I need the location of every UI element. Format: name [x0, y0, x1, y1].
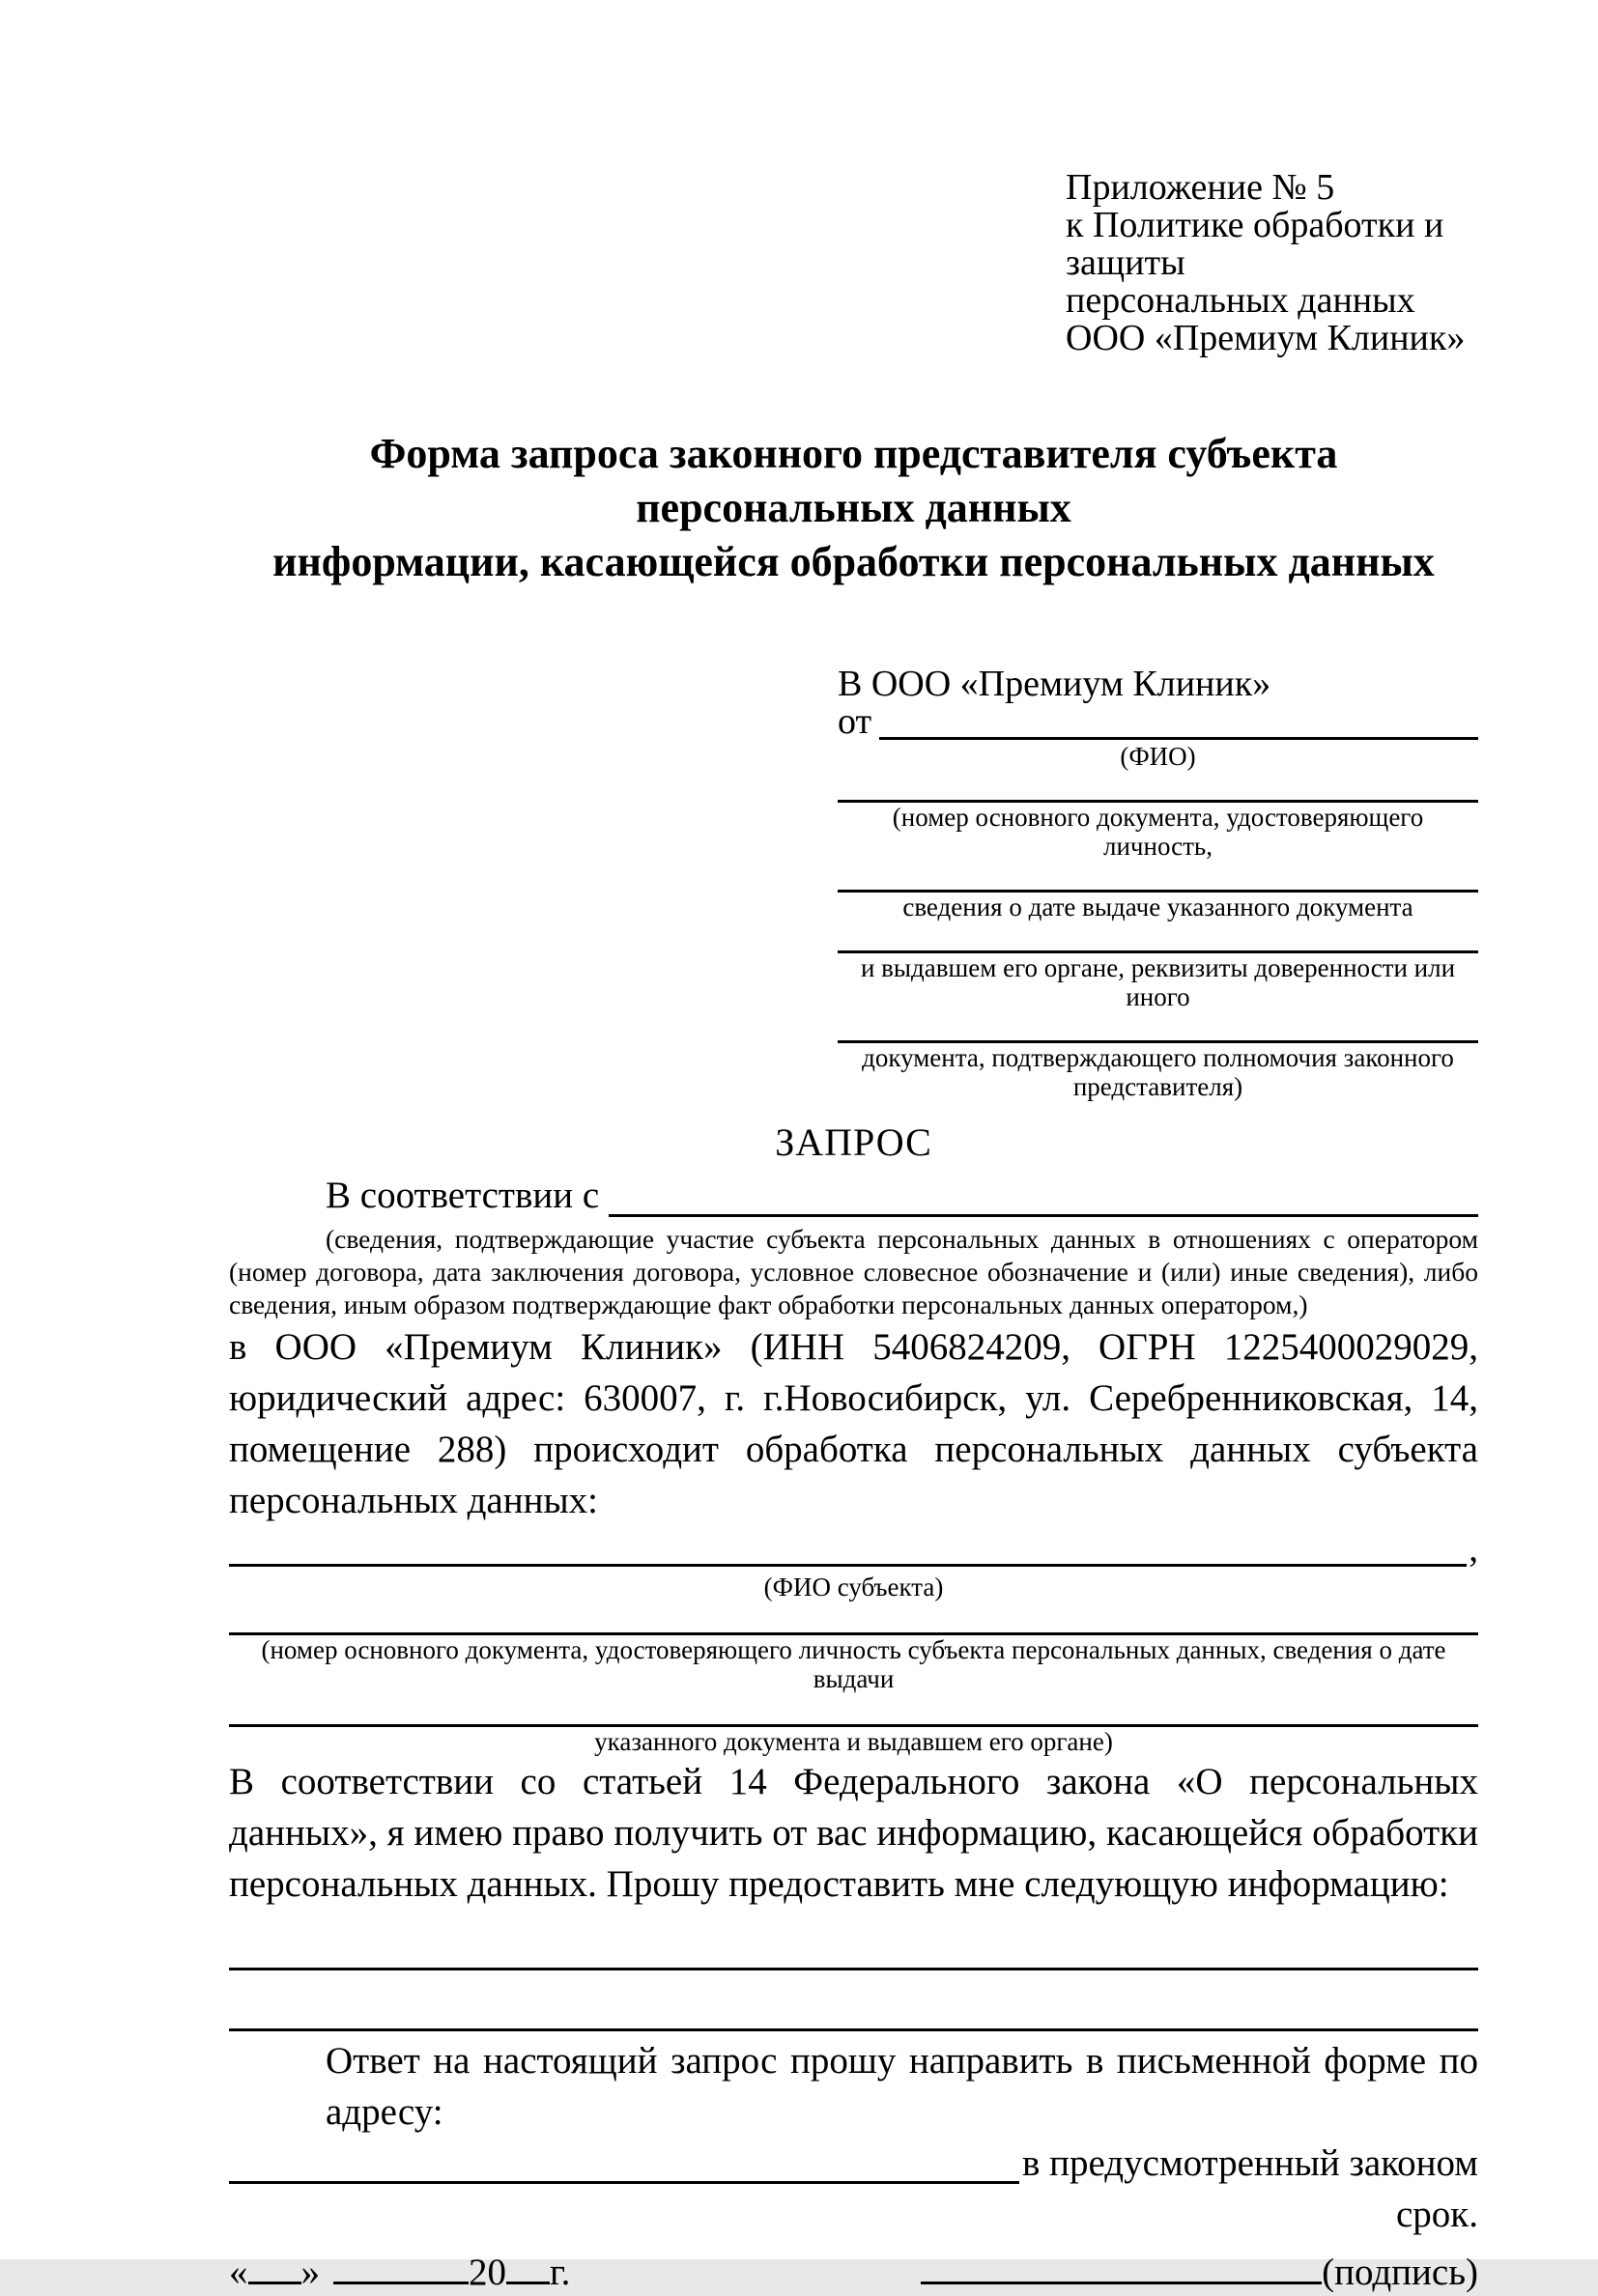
subject-authority-caption: указанного документа и выдавшем его органе) — [594, 1727, 1113, 1756]
subject-fio-row — [229, 1526, 1478, 1573]
field-caption: (номер основного документа, удостоверяющего личность, — [892, 803, 1424, 861]
annex-block — [1066, 169, 1478, 357]
from-label: от — [838, 701, 872, 742]
signature-blank-line — [921, 2251, 1322, 2284]
addressee-block — [838, 665, 1478, 1101]
year-blank-line — [506, 2251, 550, 2284]
day-blank-line — [248, 2251, 301, 2284]
date-field — [229, 2250, 570, 2296]
operator-paragraph: в ООО «Премиум Клиник» (ИНН 5406824209, ОГРН 1225400029029, юридический адрес: 630007, г. г.Новосибирск, ул. Серебренниковская, 14, помещение 288) происходит обработка персональных данных субъекта персональных данных: — [229, 1326, 1478, 1521]
field-caption: документа, подтверждающего полномочия законного представителя) — [862, 1043, 1454, 1101]
document-title — [229, 427, 1478, 589]
document-number-blank-line — [838, 771, 1478, 803]
from-row — [838, 703, 1478, 742]
in-accordance-row — [229, 1171, 1478, 1223]
year-prefix: 20 — [469, 2252, 506, 2293]
reply-address-blank-line — [229, 2138, 1019, 2184]
annex-line: ООО «Премиум Клиник» — [1066, 318, 1466, 358]
title-line: Форма запроса законного представителя субъекта персональных данных — [369, 430, 1338, 531]
reply-address-row — [229, 2138, 1478, 2235]
basis-blank-line — [609, 1171, 1478, 1217]
requested-info-blank-line — [229, 1980, 1478, 2031]
in-accordance-label: В соответствии с — [326, 1175, 600, 1216]
footer-row — [229, 2250, 1478, 2296]
signature-field — [921, 2250, 1478, 2296]
requested-info-blank-line — [229, 1919, 1478, 1970]
request-heading: ЗАПРОС — [775, 1120, 932, 1164]
fio-caption: (ФИО) — [1120, 742, 1196, 771]
annex-line: персональных данных — [1066, 280, 1415, 321]
subject-document-blank-line — [229, 1602, 1478, 1635]
annex-line: к Политике обработки и защиты — [1066, 205, 1444, 283]
subject-fio-blank-line — [229, 1526, 1467, 1567]
month-blank-line — [333, 2251, 469, 2284]
issuing-authority-blank-line — [838, 921, 1478, 953]
reply-deadline-text: в предусмотренный законом срок. — [1021, 2142, 1478, 2235]
subject-authority-blank-line — [229, 1693, 1478, 1727]
trailing-comma: , — [1469, 1528, 1478, 1570]
issue-date-blank-line — [838, 861, 1478, 893]
year-suffix: г. — [550, 2252, 571, 2293]
fio-blank-line — [879, 703, 1478, 740]
open-quote: « — [229, 2252, 248, 2293]
field-caption: и выдавшем его органе, реквизиты доверенности или иного — [860, 953, 1456, 1011]
annex-line: Приложение № 5 — [1066, 167, 1335, 208]
close-quote: » — [300, 2252, 320, 2293]
signature-caption: (подпись) — [1322, 2252, 1478, 2293]
addressee-organization: В ООО «Премиум Клиник» — [838, 664, 1271, 704]
reply-address-text: Ответ на настоящий запрос прошу направить в письменной форме по адресу: — [326, 2040, 1478, 2133]
field-caption: сведения о дате выдаче указанного документа — [902, 893, 1413, 921]
subject-document-caption: (номер основного документа, удостоверяющего личность субъекта персональных данных, сведения о дате выдачи — [261, 1635, 1446, 1693]
law-paragraph: В соответствии со статьей 14 Федерального закона «О персональных данных», я имею право получить от вас информацию, касающейся обработки персональных данных. Прошу предоставить мне следующую информацию: — [229, 1761, 1478, 1905]
title-line: информации, касающейся обработки персональных данных — [272, 538, 1435, 585]
basis-caption: (сведения, подтверждающие участие субъекта персональных данных в отношениях с оператором (номер договора, дата заключения договора, условное словесное обозначение и (или) иные сведения), либо сведения, иным образом подтверждающие факт обработки персональных данных оператором,) — [229, 1224, 1478, 1319]
subject-fio-caption: (ФИО субъекта) — [763, 1573, 944, 1602]
authority-document-blank-line — [838, 1011, 1478, 1043]
